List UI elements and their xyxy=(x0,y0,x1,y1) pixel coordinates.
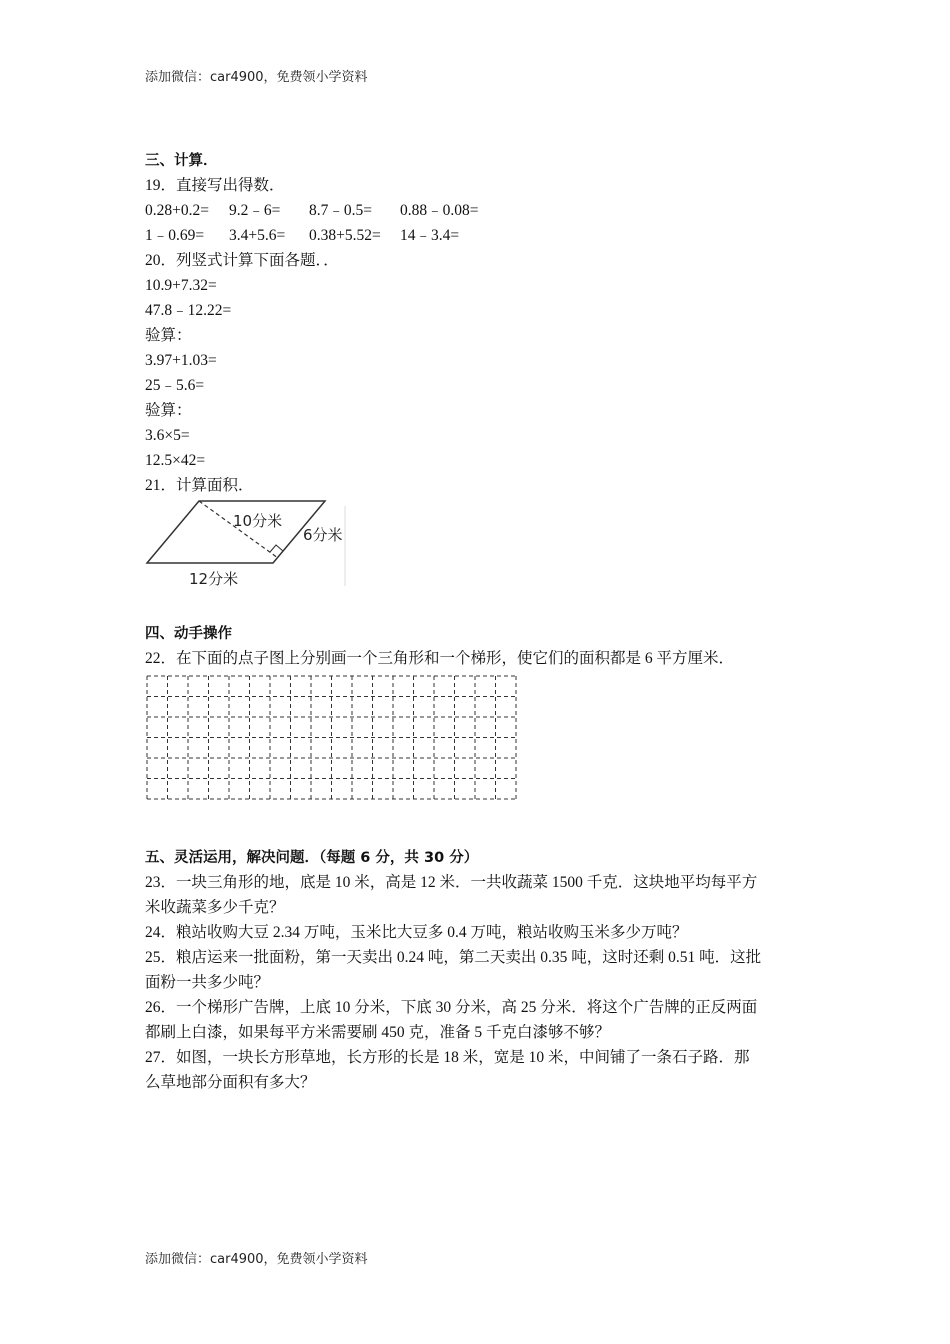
q20-line: 12.5×42= xyxy=(145,452,206,469)
q20-line: 25﹣5.6= xyxy=(145,377,205,394)
page-footer: 添加微信：car4900，免费领小学资料 xyxy=(145,1252,368,1267)
side-label: 6分米 xyxy=(303,526,343,544)
q20-line: 47.8﹣12.22= xyxy=(145,302,232,319)
q19-item: 0.28+0.2= xyxy=(145,202,209,219)
problem-line: 25．粮店运来一批面粉，第一天卖出 0.24 吨，第二天卖出 0.35 吨，这时还剩 0.51 吨．这批 xyxy=(145,949,762,966)
problem-line: 米收蔬菜多少千克？ xyxy=(145,899,285,916)
section-3-title: 三、计算． xyxy=(145,153,218,169)
q19-item: 8.7﹣0.5= xyxy=(309,202,372,219)
q19-row-1 xyxy=(145,201,479,221)
q20-line: 3.6×5= xyxy=(145,427,190,444)
problem-line: 都刷上白漆，如果每平方米需要刷 450 克，准备 5 千克白漆够不够？ xyxy=(145,1024,611,1041)
parallelogram-shape xyxy=(147,501,325,563)
q19-item: 14﹣3.4= xyxy=(400,227,460,244)
q19-item: 0.88﹣0.08= xyxy=(400,202,479,219)
q19-item: 0.38+5.52= xyxy=(309,227,381,244)
q19-stem: 19．直接写出得数． xyxy=(145,177,285,194)
base-label: 12分米 xyxy=(189,570,239,588)
problem-line: 27．如图，一块长方形草地，长方形的长是 18 米，宽是 10 米，中间铺了一条石子路．那 xyxy=(145,1049,750,1066)
problem-line: 23．一块三角形的地，底是 10 米，高是 12 米．一共收蔬菜 1500 千克．这块地平均每平方 xyxy=(145,874,758,891)
q20-line: 10.9+7.32= xyxy=(145,277,217,294)
height-label: 10分米 xyxy=(233,512,283,530)
q19-item: 9.2﹣6= xyxy=(229,202,281,219)
problem-line: 26．一个梯形广告牌，上底 10 分米，下底 30 分米，高 25 分米．将这个广告牌的正反两面 xyxy=(145,999,758,1016)
page-header: 添加微信：car4900，免费领小学资料 xyxy=(145,70,368,85)
q20-line: 验算： xyxy=(145,402,192,419)
q21-stem: 21．计算面积． xyxy=(145,477,254,494)
problem-line: 面粉一共多少吨？ xyxy=(145,974,270,991)
section-5-title: 五、灵活运用，解决问题．（每题 6 分，共 30 分） xyxy=(145,850,479,866)
q19-item: 1﹣0.69= xyxy=(145,227,205,244)
q20-line: 验算： xyxy=(145,327,192,344)
dot-grid[interactable] xyxy=(145,674,523,806)
q19-item: 3.4+5.6= xyxy=(229,227,286,244)
parallelogram-figure xyxy=(145,496,355,588)
problem-line: 么草地部分面积有多大？ xyxy=(145,1074,316,1091)
q20-line: 3.97+1.03= xyxy=(145,352,217,369)
right-angle-mark xyxy=(270,545,283,552)
problem-line: 24．粮站收购大豆 2.34 万吨，玉米比大豆多 0.4 万吨，粮站收购玉米多少万吨？ xyxy=(145,924,688,941)
q22-stem: 22．在下面的点子图上分别画一个三角形和一个梯形，使它们的面积都是 6 平方厘米． xyxy=(145,650,735,667)
section-4-title: 四、动手操作 xyxy=(145,626,232,642)
q20-stem: 20．列竖式计算下面各题．． xyxy=(145,252,339,269)
q19-row-2 xyxy=(145,226,459,246)
